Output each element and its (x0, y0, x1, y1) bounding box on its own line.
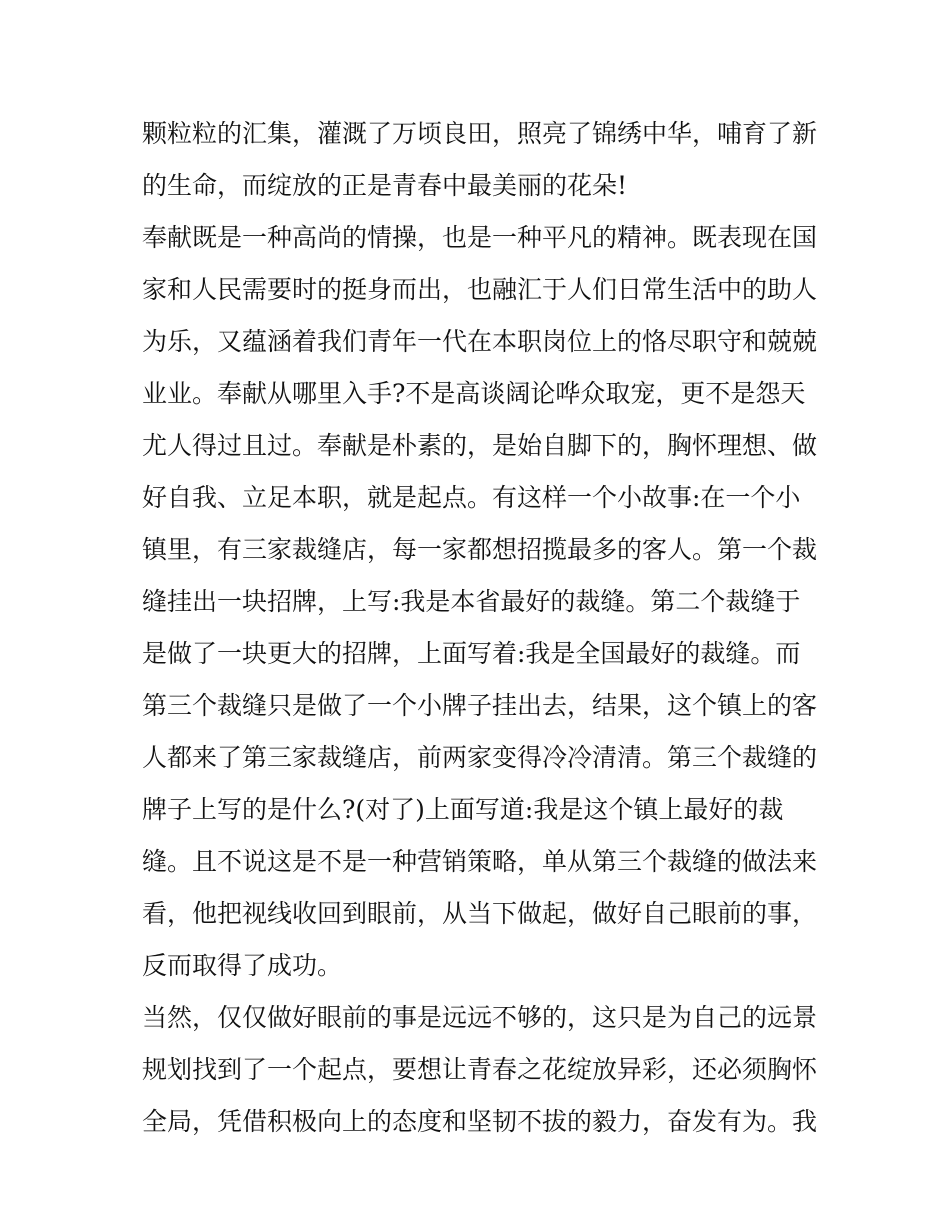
text-line: 当然，仅仅做好眼前的事是远远不够的，这只是为自己的远景 (142, 1003, 818, 1032)
body-text (142, 108, 818, 1148)
text-line: 缝挂出一块招牌，上写:我是本省最好的裁缝。第二个裁缝于 (142, 587, 801, 616)
text-line: 是做了一块更大的招牌，上面写着:我是全国最好的裁缝。而 (142, 639, 801, 668)
text-line: 的生命，而绽放的正是青春中最美丽的花朵! (142, 171, 628, 200)
text-line: 尤人得过且过。奉献是朴素的，是始自脚下的，胸怀理想、做 (142, 431, 818, 460)
text-line: 奉献既是一种高尚的情操，也是一种平凡的精神。既表现在国 (142, 223, 818, 252)
text-line: 反而取得了成功。 (142, 951, 343, 980)
paragraph (142, 212, 818, 992)
text-line: 业业。奉献从哪里入手?不是高谈阔论哗众取宠，更不是怨天 (142, 379, 806, 408)
text-line: 镇里，有三家裁缝店，每一家都想招揽最多的客人。第一个裁 (142, 535, 818, 564)
paragraph (142, 992, 818, 1148)
text-line: 第三个裁缝只是做了一个小牌子挂出去，结果，这个镇上的客 (142, 691, 818, 720)
text-line: 看，他把视线收回到眼前，从当下做起，做好自己眼前的事， (142, 899, 818, 928)
text-line: 好自我、立足本职，就是起点。有这样一个小故事:在一个小 (142, 483, 801, 512)
text-line: 牌子上写的是什么?(对了)上面写道:我是这个镇上最好的裁 (142, 795, 784, 824)
text-line: 人都来了第三家裁缝店，前两家变得冷冷清清。第三个裁缝的 (142, 743, 818, 772)
text-line: 全局，凭借积极向上的态度和坚韧不拔的毅力，奋发有为。我 (142, 1107, 818, 1136)
text-line: 规划找到了一个起点，要想让青春之花绽放异彩，还必须胸怀 (142, 1055, 818, 1084)
paragraph (142, 108, 818, 212)
text-line: 为乐，又蕴涵着我们青年一代在本职岗位上的恪尽职守和兢兢 (142, 327, 818, 356)
text-line: 家和人民需要时的挺身而出，也融汇于人们日常生活中的助人 (142, 275, 818, 304)
text-line: 颗粒粒的汇集，灌溉了万顷良田，照亮了锦绣中华，哺育了新 (142, 119, 818, 148)
text-line: 缝。且不说这是不是一种营销策略，单从第三个裁缝的做法来 (142, 847, 818, 876)
